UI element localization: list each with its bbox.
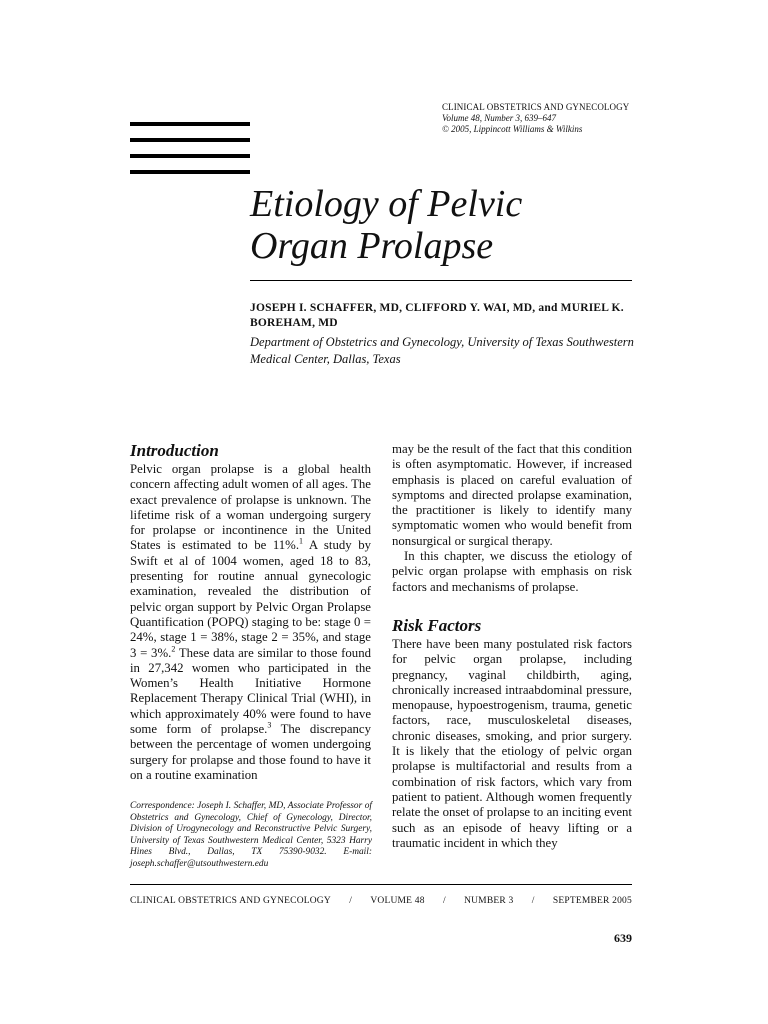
intro-text-b: A study by Swift et al of 1004 women, aged 18 to 83, presenting for routine annual gynecologic examination, revealed the distribution of pelvic organ support by Pelvic Organ Prolapse Quantification (POPQ) staging to be: stage 0 = 24%, stage 1 = 38%, stage 2 = 35%, and stage 3 = 3%.: [130, 538, 371, 660]
decorative-bar: [130, 170, 250, 174]
risk-factors-paragraph-1: There have been many postulated risk factors for pelvic organ prolapse, including pregnancy, vaginal childbirth, aging, chronically increased intraabdominal pressure, menopause, hypoestrogenism, trauma, genetic factors, race, musculoskeletal diseases, chronic diseases, smoking, and prior surgery. It is likely that the etiology of pelvic organ prolapse is multifactorial and results from a combination of risk factors, which vary from patient to patient. Although women frequently relate the onset of prolapse to an inciting event such as an episode of heavy lifting or a traumatic incident in which they: [392, 636, 632, 850]
footer-separator: /: [442, 896, 446, 906]
decorative-bar: [130, 154, 250, 158]
title-line-2: Organ Prolapse: [250, 225, 494, 267]
decorative-bars: [130, 122, 250, 186]
footer-volume: VOLUME 48: [370, 896, 425, 906]
intro-paragraph-1: [130, 462, 371, 783]
right-column: [392, 442, 632, 851]
reference-3: 3: [267, 720, 272, 730]
decorative-bar: [130, 122, 250, 126]
journal-name: CLINICAL OBSTETRICS AND GYNECOLOGY: [442, 102, 630, 112]
footer-date: SEPTEMBER 2005: [552, 896, 632, 906]
intro-text-d: The discrepancy between the percentage of women undergoing surgery for prolapse and those found to have it on a routine examination: [130, 722, 371, 782]
journal-header: [442, 102, 742, 135]
title-divider: [250, 280, 632, 281]
left-column: [130, 442, 371, 783]
risk-factors-heading: Risk Factors: [392, 615, 482, 635]
decorative-bar: [130, 138, 250, 142]
footer-journal: CLINICAL OBSTETRICS AND GYNECOLOGY: [130, 896, 331, 906]
journal-copyright: © 2005, Lippincott Williams & Wilkins: [442, 124, 583, 134]
page-number: 639: [614, 931, 632, 945]
article-title: [250, 183, 670, 267]
intro-heading: Introduction: [130, 441, 219, 460]
affiliation: Department of Obstetrics and Gynecology, University of Texas Southwestern Medical Center, Dallas, Texas: [250, 335, 634, 366]
authors: JOSEPH I. SCHAFFER, MD, CLIFFORD Y. WAI, MD, and MURIEL K. BOREHAM, MD: [250, 302, 624, 329]
journal-volume-info: Volume 48, Number 3, 639–647: [442, 113, 556, 123]
reference-2: 2: [171, 644, 176, 654]
footer-divider: [130, 884, 632, 885]
correspondence-note: Correspondence: Joseph I. Schaffer, MD, Associate Professor of Obstetrics and Gynecology, Chief of Gynecology, Director, Division of Urogynecology and Reconstructive Pelvic Surgery, University of Texas Southwestern Medical Center, 5323 Harry Hines Blvd., Dallas, TX 75390-9032. E-mail: joseph.schaffer@utsouthwestern.edu: [130, 801, 372, 869]
footer-separator: /: [531, 896, 535, 906]
running-footer: [130, 895, 632, 907]
title-line-1: Etiology of Pelvic: [250, 183, 523, 225]
footer-number: NUMBER 3: [464, 896, 514, 906]
intro-paragraph-2: In this chapter, we discuss the etiology of pelvic organ prolapse with emphasis on risk factors and mechanisms of prolapse.: [392, 549, 632, 594]
intro-paragraph-1-continued: may be the result of the fact that this condition is often asymptomatic. However, if increased emphasis is placed on careful evaluation of symptoms and directed prolapse examination, the practitioner is likely to identify many symptomatic women who would benefit from nonsurgical or surgical therapy.: [392, 442, 632, 548]
footer-separator: /: [349, 896, 353, 906]
reference-1: 1: [299, 537, 304, 547]
intro-text-c: These data are similar to those found in 27,342 women who participated in the Women’s Health Initiative Hormone Replacement Therapy Clinical Trial (WHI), in which approximately 40% were found to have some form of prolapse.: [130, 645, 371, 737]
intro-text-a: Pelvic organ prolapse is a global health concern affecting adult women of all ages. The exact prevalence of prolapse is unknown. The lifetime risk of a woman undergoing surgery for prolapse or incontinence in the United States is estimated to be 11%.: [130, 462, 371, 553]
